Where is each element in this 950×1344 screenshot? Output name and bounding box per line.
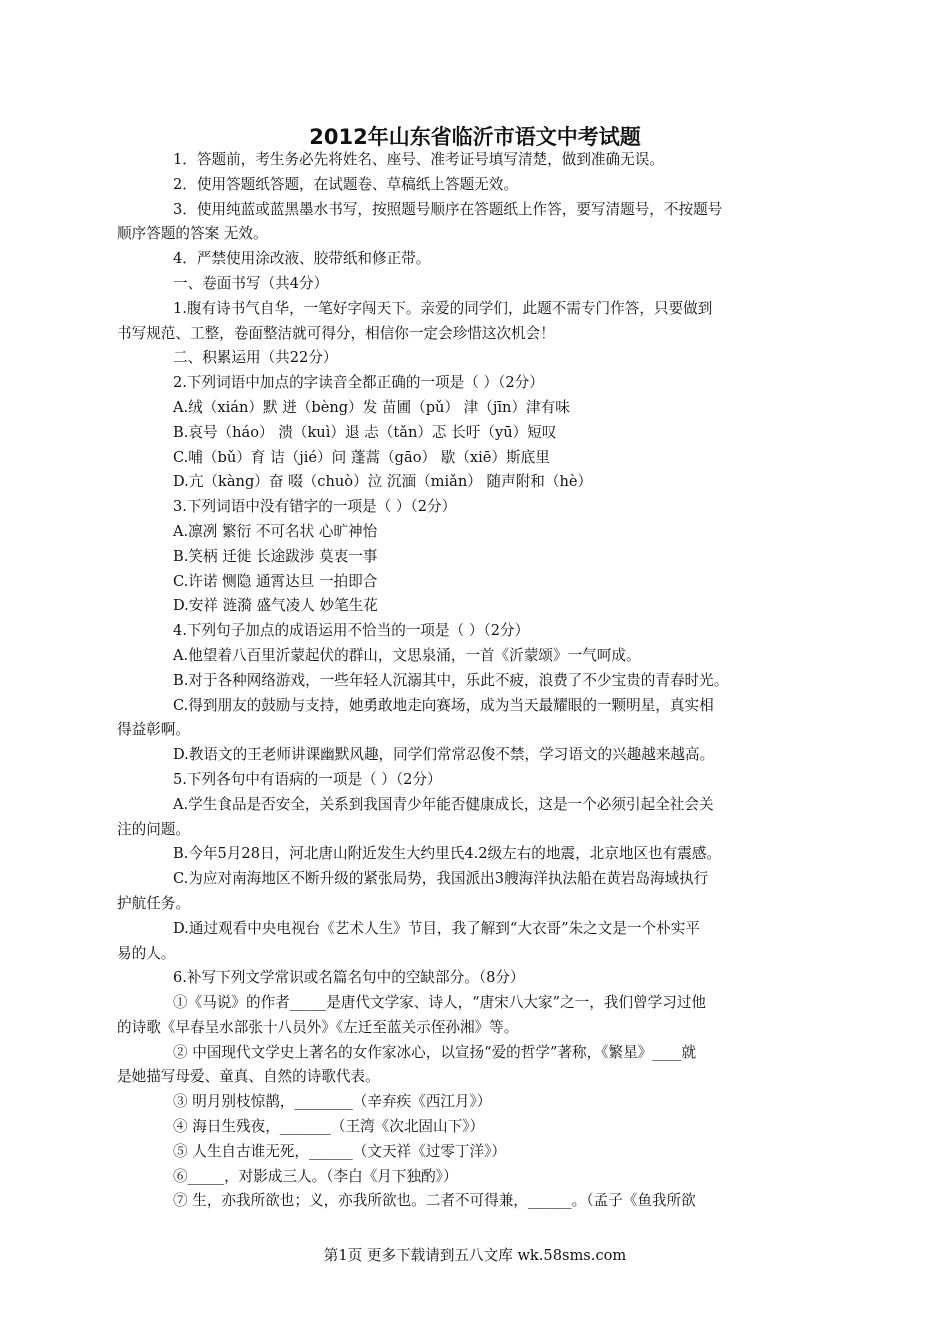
question-6-item-1-cont: 的诗歌《早春呈水部张十八员外》《左迁至蓝关示侄孙湘》等。 [117,1018,519,1036]
question-5-option-d-cont: 易的人。 [117,944,176,962]
question-4-option-b: B.对于各种网络游戏，一些年轻人沉溺其中，乐此不疲，浪费了不少宝贵的青春时光。 [173,671,729,689]
question-6-item-3: ③ 明月别枝惊鹊，________（辛弃疾《西江月》） [173,1093,492,1111]
question-5-option-b: B.今年5月28日，河北唐山附近发生大约里氏4.2级左右的地震，北京地区也有震感。 [173,845,722,863]
instruction-2: 2．使用答题纸答题，在试题卷、草稿纸上答题无效。 [173,175,518,193]
question-4-option-d: D.教语文的王老师讲课幽默风趣，同学们常常忍俊不禁，学习语文的兴趣越来越高。 [173,746,715,764]
question-2-option-c: C.哺（bǔ）育 诘（jié）问 蓬蒿（gāo） 歇（xiē）斯底里 [173,448,550,466]
question-2: 2.下列词语中加点的字读音全都正确的一项是（ ）（2分） [173,374,544,392]
instruction-1: 1．答题前，考生务必先将姓名、座号、准考证号填写清楚，做到准确无误。 [173,151,664,168]
question-3-option-d: D.安祥 涟漪 盛气凌人 妙笔生花 [173,597,378,615]
question-1: 1.腹有诗书气自华，一笔好字闯天下。亲爱的同学们，此题不需专门作答，只要做到 [173,299,713,317]
question-5-option-a: A.学生食品是否安全，关系到我国青少年能否健康成长，这是一个必须引起全社会关 [173,795,714,813]
document-body [117,148,807,1214]
question-3-option-a: A.凛冽 繁衍 不可名状 心旷神怡 [173,522,378,540]
question-5-option-d: D.通过观看中央电视台《艺术人生》节目，我了解到“大衣哥”朱之文是一个朴实平 [173,919,700,937]
question-2-option-b: B.哀号（háo） 溃（kuì）退 忐（tǎn）忑 长吁（yū）短叹 [173,423,557,441]
instruction-3-cont: 顺序答题的答案 无效。 [117,225,268,243]
question-5-option-c-cont: 护航任务。 [117,894,190,912]
question-6: 6.补写下列文学常识或名篇名句中的空缺部分。（8分） [173,969,525,987]
question-3: 3.下列词语中没有错字的一项是（ ）（2分） [173,498,457,516]
question-5-option-a-cont: 注的问题。 [117,820,190,838]
section-1-heading: 一、卷面书写（共4分） [173,274,329,292]
section-2-heading: 二、积累运用（共22分） [173,349,338,367]
question-6-item-2-cont: 是她描写母爱、童真、自然的诗歌代表。 [117,1068,380,1086]
page-title: 2012年山东省临沂市语文中考试题 [309,125,641,149]
question-2-option-d: D.亢（kàng）奋 啜（chuò）泣 沉湎（miǎn） 随声附和（hè） [173,473,593,491]
question-2-option-a: A.绒（xián）默 迸（bèng）发 苗圃（pǔ） 津（jīn）津有味 [173,398,570,416]
page-footer: 第1页 更多下载请到五八文库 wk.58sms.com [323,1247,627,1264]
question-6-item-4: ④ 海日生残夜，_______（王湾《次北固山下》） [173,1118,485,1136]
question-4-option-c: C.得到朋友的鼓励与支持，她勇敢地走向赛场，成为当天最耀眼的一颗明星，真实相 [173,696,714,714]
instruction-4: 4．严禁使用涂改液、胶带纸和修正带。 [173,250,431,268]
question-6-item-5: ⑤ 人生自古谁无死，______（文天祥《过零丁洋》） [173,1142,506,1160]
question-5-option-c: C.为应对南海地区不断升级的紧张局势，我国派出3艘海洋执法船在黄岩岛海域执行 [173,870,709,888]
question-6-item-7: ⑦ 生，亦我所欲也；义，亦我所欲也。二者不可得兼，______。（孟子《鱼我所欲 [173,1192,696,1210]
question-4-option-c-cont: 得益彰啊。 [117,721,190,739]
instruction-3: 3．使用纯蓝或蓝黑墨水书写，按照题号顺序在答题纸上作答，要写清题号，不按题号 [173,200,723,218]
question-6-item-1: ①《马说》的作者_____是唐代文学家、诗人，“唐宋八大家”之一，我们曾学习过他 [173,994,707,1012]
question-5: 5.下列各句中有语病的一项是（ ）（2分） [173,770,442,788]
question-6-item-2: ② 中国现代文学史上著名的女作家冰心，以宣扬“爱的哲学”著称，《繁星》____就 [173,1043,697,1061]
question-4-option-a: A.他望着八百里沂蒙起伏的群山，文思泉涌，一首《沂蒙颂》一气呵成。 [173,646,641,664]
question-6-item-6: ⑥_____，对影成三人。（李白《月下独酌》） [173,1167,458,1185]
question-4: 4.下列句子加点的成语运用不恰当的一项是（ ）（2分） [173,622,530,640]
question-1-cont: 书写规范、工整，卷面整洁就可得分，相信你一定会珍惜这次机会！ [117,324,555,342]
question-3-option-b: B.笑柄 迁徙 长途跋涉 莫衷一事 [173,547,378,565]
question-3-option-c: C.许诺 恻隐 通霄达旦 一拍即合 [173,572,378,590]
